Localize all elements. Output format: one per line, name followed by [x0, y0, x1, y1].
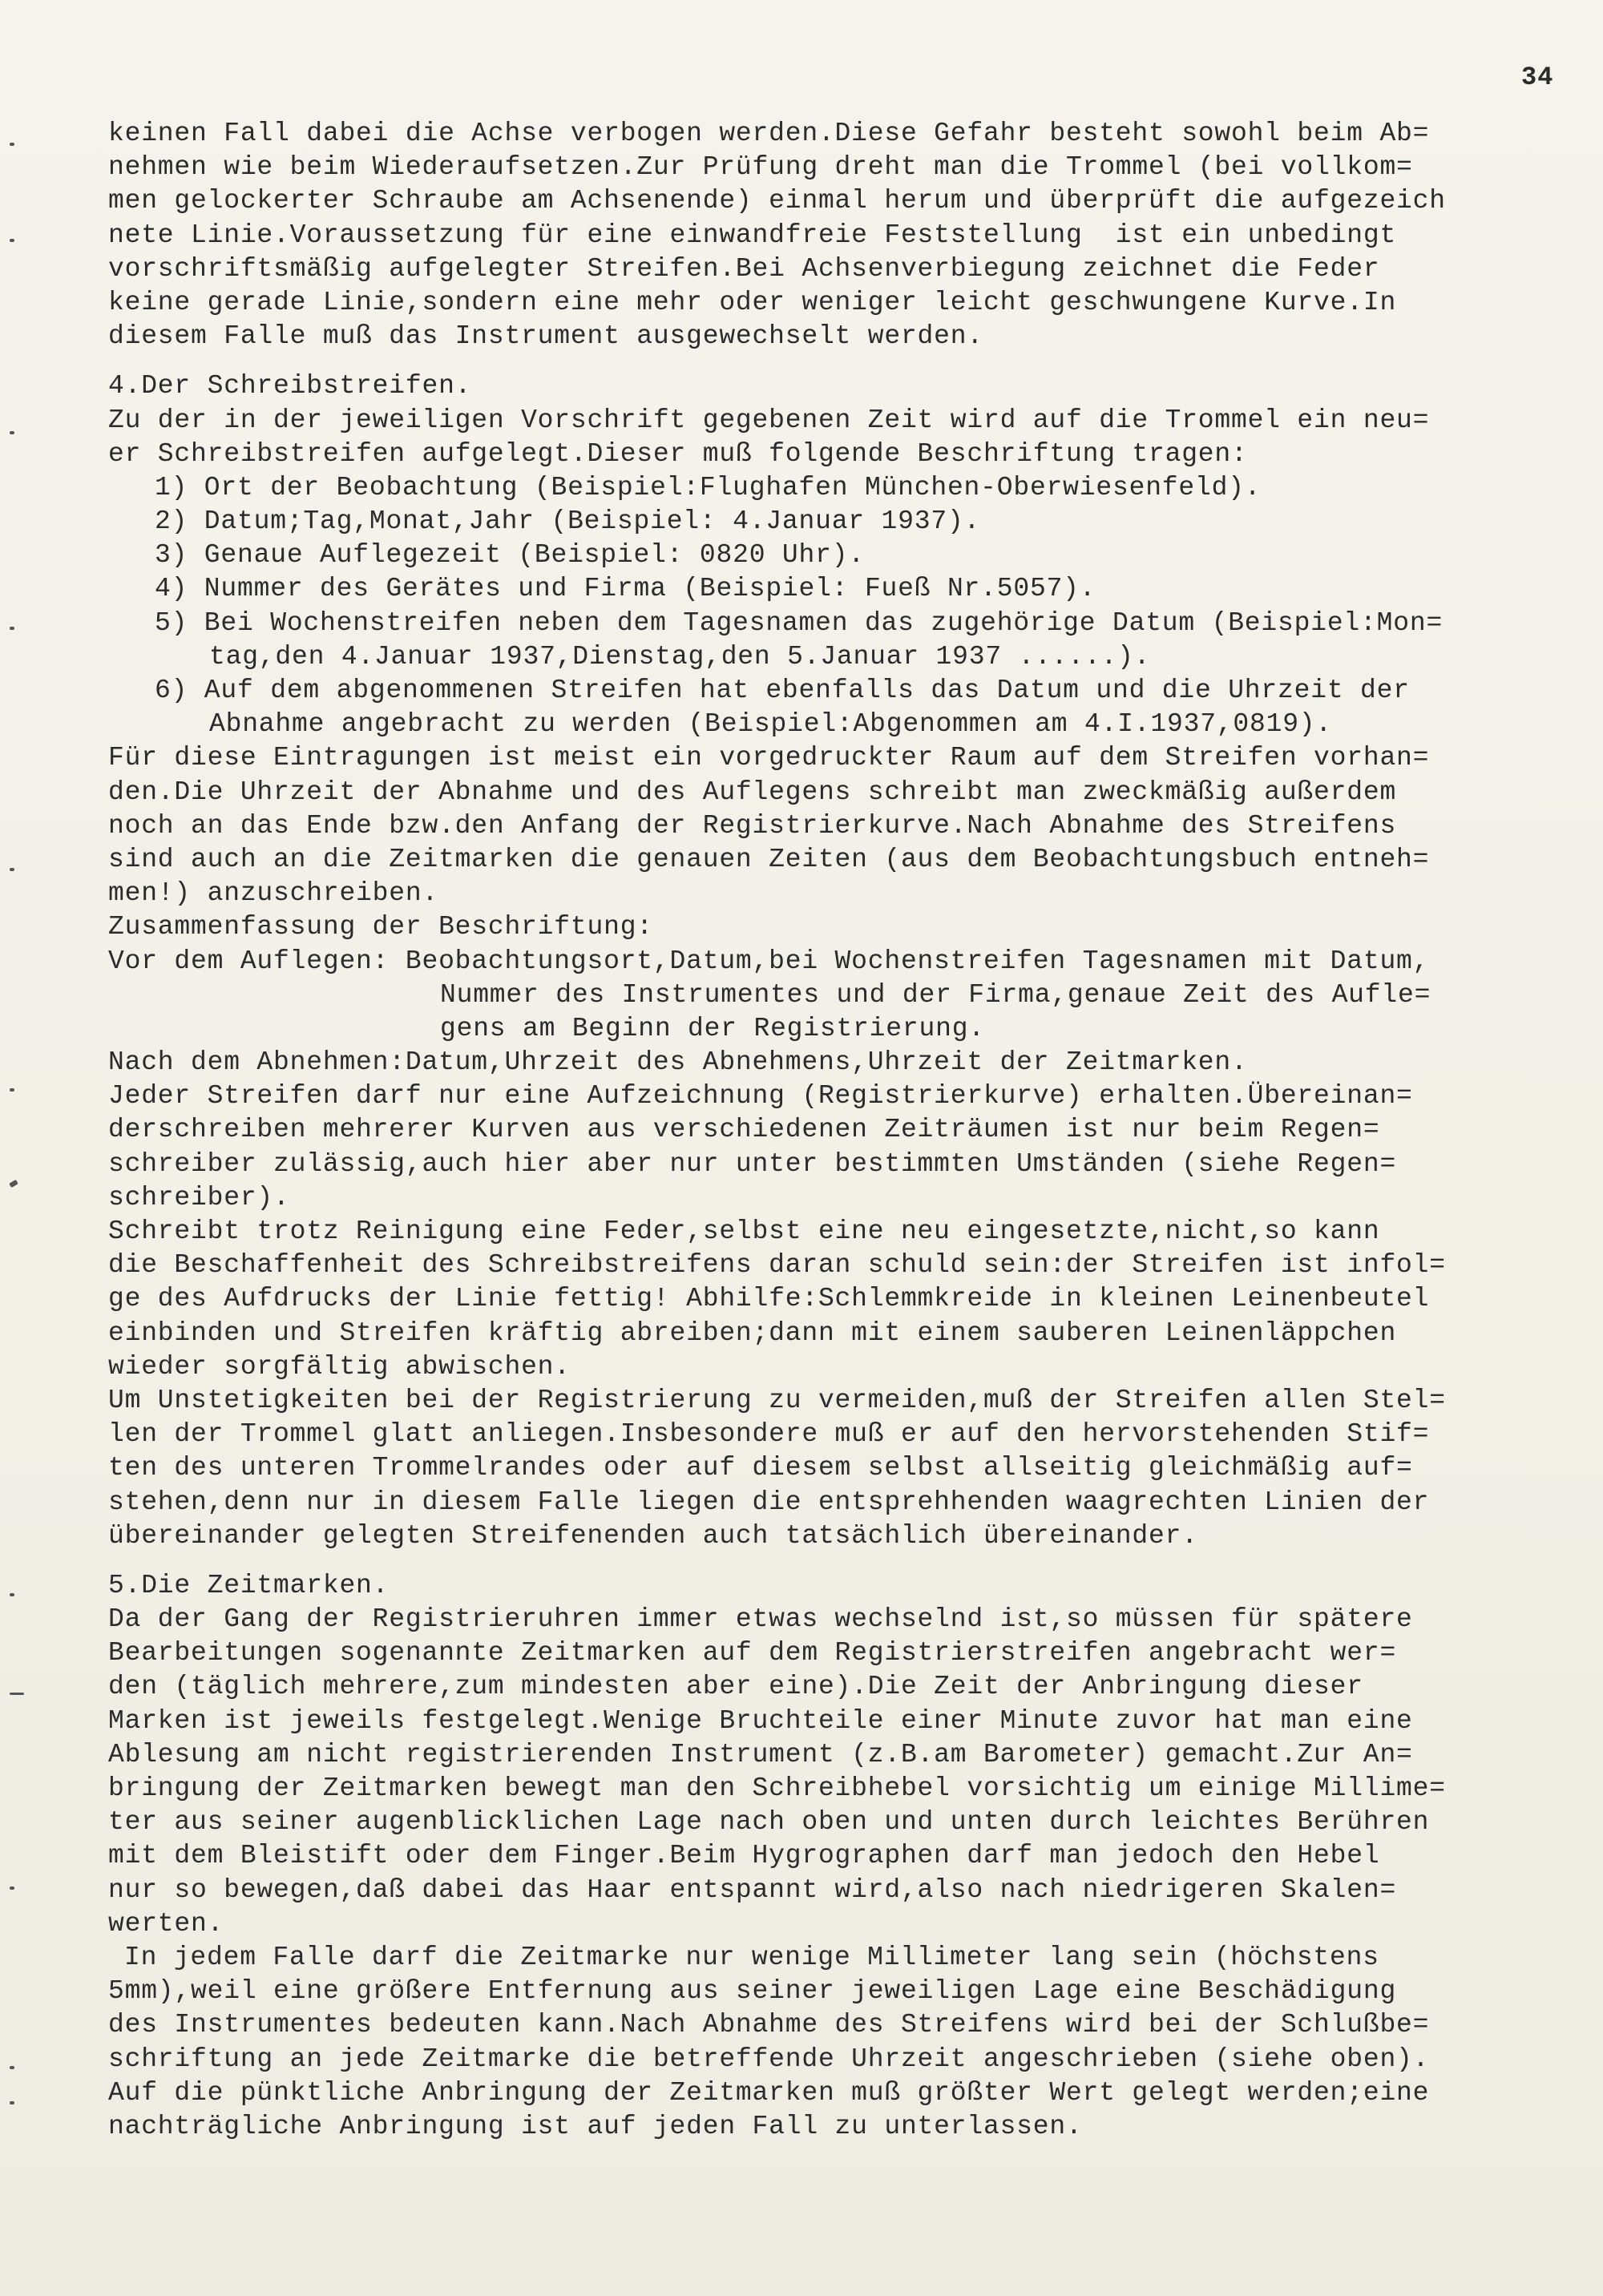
margin-mark — [10, 1693, 24, 1695]
text-line: bringung der Zeitmarken bewegt man den Schreibhebel vorsichtig um einige Millime= — [108, 1773, 1446, 1803]
text-line: Jeder Streifen darf nur eine Aufzeichnung (Registrierkurve) erhalten.Übereinan= — [108, 1081, 1413, 1112]
summary-heading: Zusammenfassung der Beschriftung: — [108, 912, 653, 942]
text-line: ge des Aufdrucks der Linie fettig! Abhilfe:Schlemmkreide in kleinen Leinenbeutel — [108, 1284, 1430, 1314]
text-line: men!) anzuschreiben. — [108, 878, 439, 909]
text-line: Vor dem Auflegen: Beobachtungsort,Datum,bei Wochenstreifen Tagesnamen mit Datum, — [108, 946, 1430, 976]
text-line: Ablesung am nicht registrierenden Instrument (z.B.am Barometer) gemacht.Zur An= — [108, 1739, 1413, 1769]
text-line: men gelockerter Schraube am Achsenende) einmal herum und überprüft die aufgezeich — [108, 186, 1446, 216]
text-line: 5mm),weil eine größere Entfernung aus seiner jeweiligen Lage eine Beschädigung — [108, 1976, 1397, 2007]
text-line: werten. — [108, 1908, 224, 1939]
text-line: keine gerade Linie,sondern eine mehr oder weniger leicht geschwungene Kurve.In — [108, 287, 1397, 317]
text-line: nete Linie.Voraussetzung für eine einwandfreie Feststellung ist ein unbedingt — [108, 220, 1397, 250]
text-line: gens am Beginn der Registrierung. — [440, 1013, 985, 1043]
text-line: Da der Gang der Registrieruhren immer etwas wechselnd ist,so müssen für spätere — [108, 1604, 1413, 1635]
list-item: 5) Bei Wochenstreifen neben dem Tagesnamen das zugehörige Datum (Beispiel:Mon= — [155, 607, 1444, 638]
margin-mark — [10, 1886, 14, 1890]
list-item: 4) Nummer des Gerätes und Firma (Beispiel: Fueß Nr.5057). — [155, 574, 1096, 604]
text-line: schreiber). — [108, 1182, 290, 1213]
margin-mark — [10, 868, 14, 871]
text-line: derschreiben mehrerer Kurven aus verschiedenen Zeiträumen ist nur beim Regen= — [108, 1115, 1380, 1145]
text-line: übereinander gelegten Streifenenden auch tatsächlich übereinander. — [108, 1520, 1198, 1551]
text-line: Nach dem Abnehmen:Datum,Uhrzeit des Abnehmens,Uhrzeit der Zeitmarken. — [108, 1047, 1248, 1078]
text-line: den (täglich mehrere,zum mindesten aber eine).Die Zeit der Anbringung dieser — [108, 1672, 1363, 1702]
list-item: 1) Ort der Beobachtung (Beispiel:Flughafen München-Oberwiesenfeld). — [155, 472, 1262, 502]
text-line: des Instrumentes bedeuten kann.Nach Abnahme des Streifens wird bei der Schlußbe= — [108, 2010, 1430, 2040]
list-item: 6) Auf dem abgenommenen Streifen hat ebenfalls das Datum und die Uhrzeit der — [155, 676, 1410, 705]
text-line: vorschriftsmäßig aufgelegter Streifen.Bei Achsenverbiegung zeichnet die Feder — [108, 253, 1380, 284]
section-heading: 5.Die Zeitmarken. — [108, 1570, 390, 1600]
text-line: ter aus seiner augenblicklichen Lage nach oben und unten durch leichtes Berühren — [108, 1807, 1430, 1838]
text-line: Zu der in der jeweiligen Vorschrift gegebenen Zeit wird auf die Trommel ein neu= — [108, 405, 1430, 435]
margin-mark — [9, 1180, 18, 1188]
list-item: 2) Datum;Tag,Monat,Jahr (Beispiel: 4.Januar 1937). — [155, 506, 981, 537]
text-line: nehmen wie beim Wiederaufsetzen.Zur Prüfung dreht man die Trommel (bei vollkom= — [108, 152, 1413, 183]
list-item-continuation: tag,den 4.Januar 1937,Dienstag,den 5.Januar 1937 ......). — [209, 641, 1151, 672]
text-line: Für diese Eintragungen ist meist ein vorgedruckter Raum auf dem Streifen vorhan= — [108, 743, 1430, 773]
text-line: den.Die Uhrzeit der Abnahme und des Auflegens schreibt man zweckmäßig außerdem — [108, 777, 1397, 807]
text-line: Bearbeitungen sogenannte Zeitmarken auf dem Registrierstreifen angebracht wer= — [108, 1638, 1397, 1669]
list-item: 3) Genaue Auflegezeit (Beispiel: 0820 Uhr). — [155, 540, 865, 571]
page-number: 34 — [1521, 63, 1554, 92]
margin-mark — [10, 2101, 14, 2104]
margin-mark — [10, 143, 14, 146]
text-line: Schreibt trotz Reinigung eine Feder,selbst eine neu eingesetzte,nicht,so kann — [108, 1217, 1380, 1246]
text-line: die Beschaffenheit des Schreibstreifens daran schuld sein:der Streifen ist infol= — [108, 1250, 1446, 1281]
margin-mark — [10, 239, 14, 242]
text-line: keinen Fall dabei die Achse verbogen werden.Diese Gefahr besteht sowohl beim Ab= — [108, 119, 1430, 148]
margin-mark — [10, 431, 14, 434]
text-line: er Schreibstreifen aufgelegt.Dieser muß folgende Beschriftung tragen: — [108, 438, 1248, 469]
text-line: ten des unteren Trommelrandes oder auf diesem selbst allseitig gleichmäßig auf= — [108, 1453, 1413, 1483]
text-line: einbinden und Streifen kräftig abreiben;dann mit einem sauberen Leinenläppchen — [108, 1317, 1397, 1348]
list-item-continuation: Abnahme angebracht zu werden (Beispiel:Abgenommen am 4.I.1937,0819). — [209, 709, 1333, 740]
text-line: schreiber zulässig,auch hier aber nur unter bestimmten Umständen (siehe Regen= — [108, 1148, 1397, 1179]
text-line: stehen,denn nur in diesem Falle liegen die entsprehhenden waagrechten Linien der — [108, 1487, 1430, 1517]
text-line: Auf die pünktliche Anbringung der Zeitmarken muß größter Wert gelegt werden;eine — [108, 2077, 1430, 2108]
margin-mark — [10, 627, 14, 630]
text-line: In jedem Falle darf die Zeitmarke nur wenige Millimeter lang sein (höchstens — [124, 1942, 1379, 1972]
margin-mark — [10, 1088, 14, 1092]
section-zeitmarken — [108, 1569, 1591, 2144]
text-line: sind auch an die Zeitmarken die genauen Zeiten (aus dem Beobachtungsbuch entneh= — [108, 844, 1430, 874]
text-line: nur so bewegen,daß dabei das Haar entspannt wird,also nach niedrigeren Skalen= — [108, 1874, 1397, 1905]
text-line: len der Trommel glatt anliegen.Insbesondere muß er auf den hervorstehenden Stif= — [108, 1419, 1430, 1450]
text-line: mit dem Bleistift oder dem Finger.Beim Hygrographen darf man jedoch den Hebel — [108, 1841, 1380, 1871]
text-line: noch an das Ende bzw.den Anfang der Registrierkurve.Nach Abnahme des Streifens — [108, 810, 1397, 841]
text-line: wieder sorgfältig abwischen. — [108, 1351, 571, 1382]
text-line: schriftung an jede Zeitmarke die betreffende Uhrzeit angeschrieben (siehe oben). — [108, 2044, 1430, 2074]
section-schreibstreifen — [108, 369, 1591, 1553]
text-line: Marken ist jeweils festgelegt.Wenige Bruchteile einer Minute zuvor hat man eine — [108, 1705, 1413, 1736]
text-line: nachträgliche Anbringung ist auf jeden Fall zu unterlassen. — [108, 2111, 1083, 2141]
margin-mark — [10, 2066, 14, 2069]
text-line: diesem Falle muß das Instrument ausgewechselt werden. — [108, 321, 983, 352]
body-text — [108, 117, 1591, 2144]
section-heading: 4.Der Schreibstreifen. — [108, 371, 472, 401]
margin-mark — [10, 1593, 14, 1596]
paragraph-achse — [108, 117, 1591, 353]
text-line: Um Unstetigkeiten bei der Registrierung zu vermeiden,muß der Streifen allen Stel= — [108, 1385, 1446, 1415]
text-line: Nummer des Instrumentes und der Firma,genaue Zeit des Aufle= — [440, 979, 1431, 1010]
